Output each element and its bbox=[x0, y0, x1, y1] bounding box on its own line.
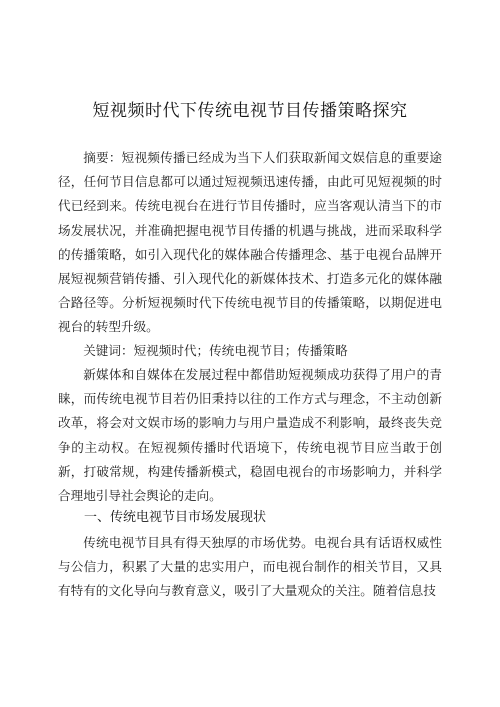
section-heading: 一、传统电视节目市场发展现状 bbox=[84, 510, 267, 525]
section-body-block bbox=[58, 531, 442, 604]
intro-paragraph: 新媒体和自媒体在发展过程中都借助短视频成功获得了用户的青睐，而传统电视节目若仍旧秉持以往的工作方式与理念，不主动创新改革，将会对文娱市场的影响力与用户量造成不利影响，最终丧失竞争的主动权。在短视频传播时代语境下，传统电视节目应当敢于创新，打破常规，构建传播新模式，稳固电视台的市场影响力，并科学合理地引导社会舆论的走向。 bbox=[58, 367, 442, 504]
keywords-block bbox=[58, 339, 442, 363]
intro-block bbox=[58, 363, 442, 508]
abstract-block bbox=[58, 146, 442, 340]
section-paragraph: 传统电视节目具有得天独厚的市场优势。电视台具有话语权威性与公信力，积累了大量的忠实用户，而电视台制作的相关节目，又具有特有的文化导向与教育意义，吸引了大量观众的关注。随着信息技 bbox=[58, 535, 442, 599]
paper-title: 短视频时代下传统电视节目传播策略探究 bbox=[92, 101, 408, 121]
abstract-text: 摘要：短视频传播已经成为当下人们获取新闻文娱信息的重要途径，任何节目信息都可以通过短视频迅速传播，由此可见短视频的时代已经到来。传统电视台在进行节目传播时，应当客观认清当下的市场发展状况，并准确把握电视节目传播的机遇与挑战，进而采取科学的传播策略，如引入现代化的媒体融合传播理念、基于电视台品牌开展短视频营销传播、引入现代化的新媒体技术、打造多元化的媒体融合路径等。分析短视频时代下传统电视节目的传播策略，以期促进电视台的转型升级。 bbox=[58, 150, 442, 335]
keywords-text: 关键词：短视频时代；传统电视节目；传播策略 bbox=[83, 343, 348, 358]
